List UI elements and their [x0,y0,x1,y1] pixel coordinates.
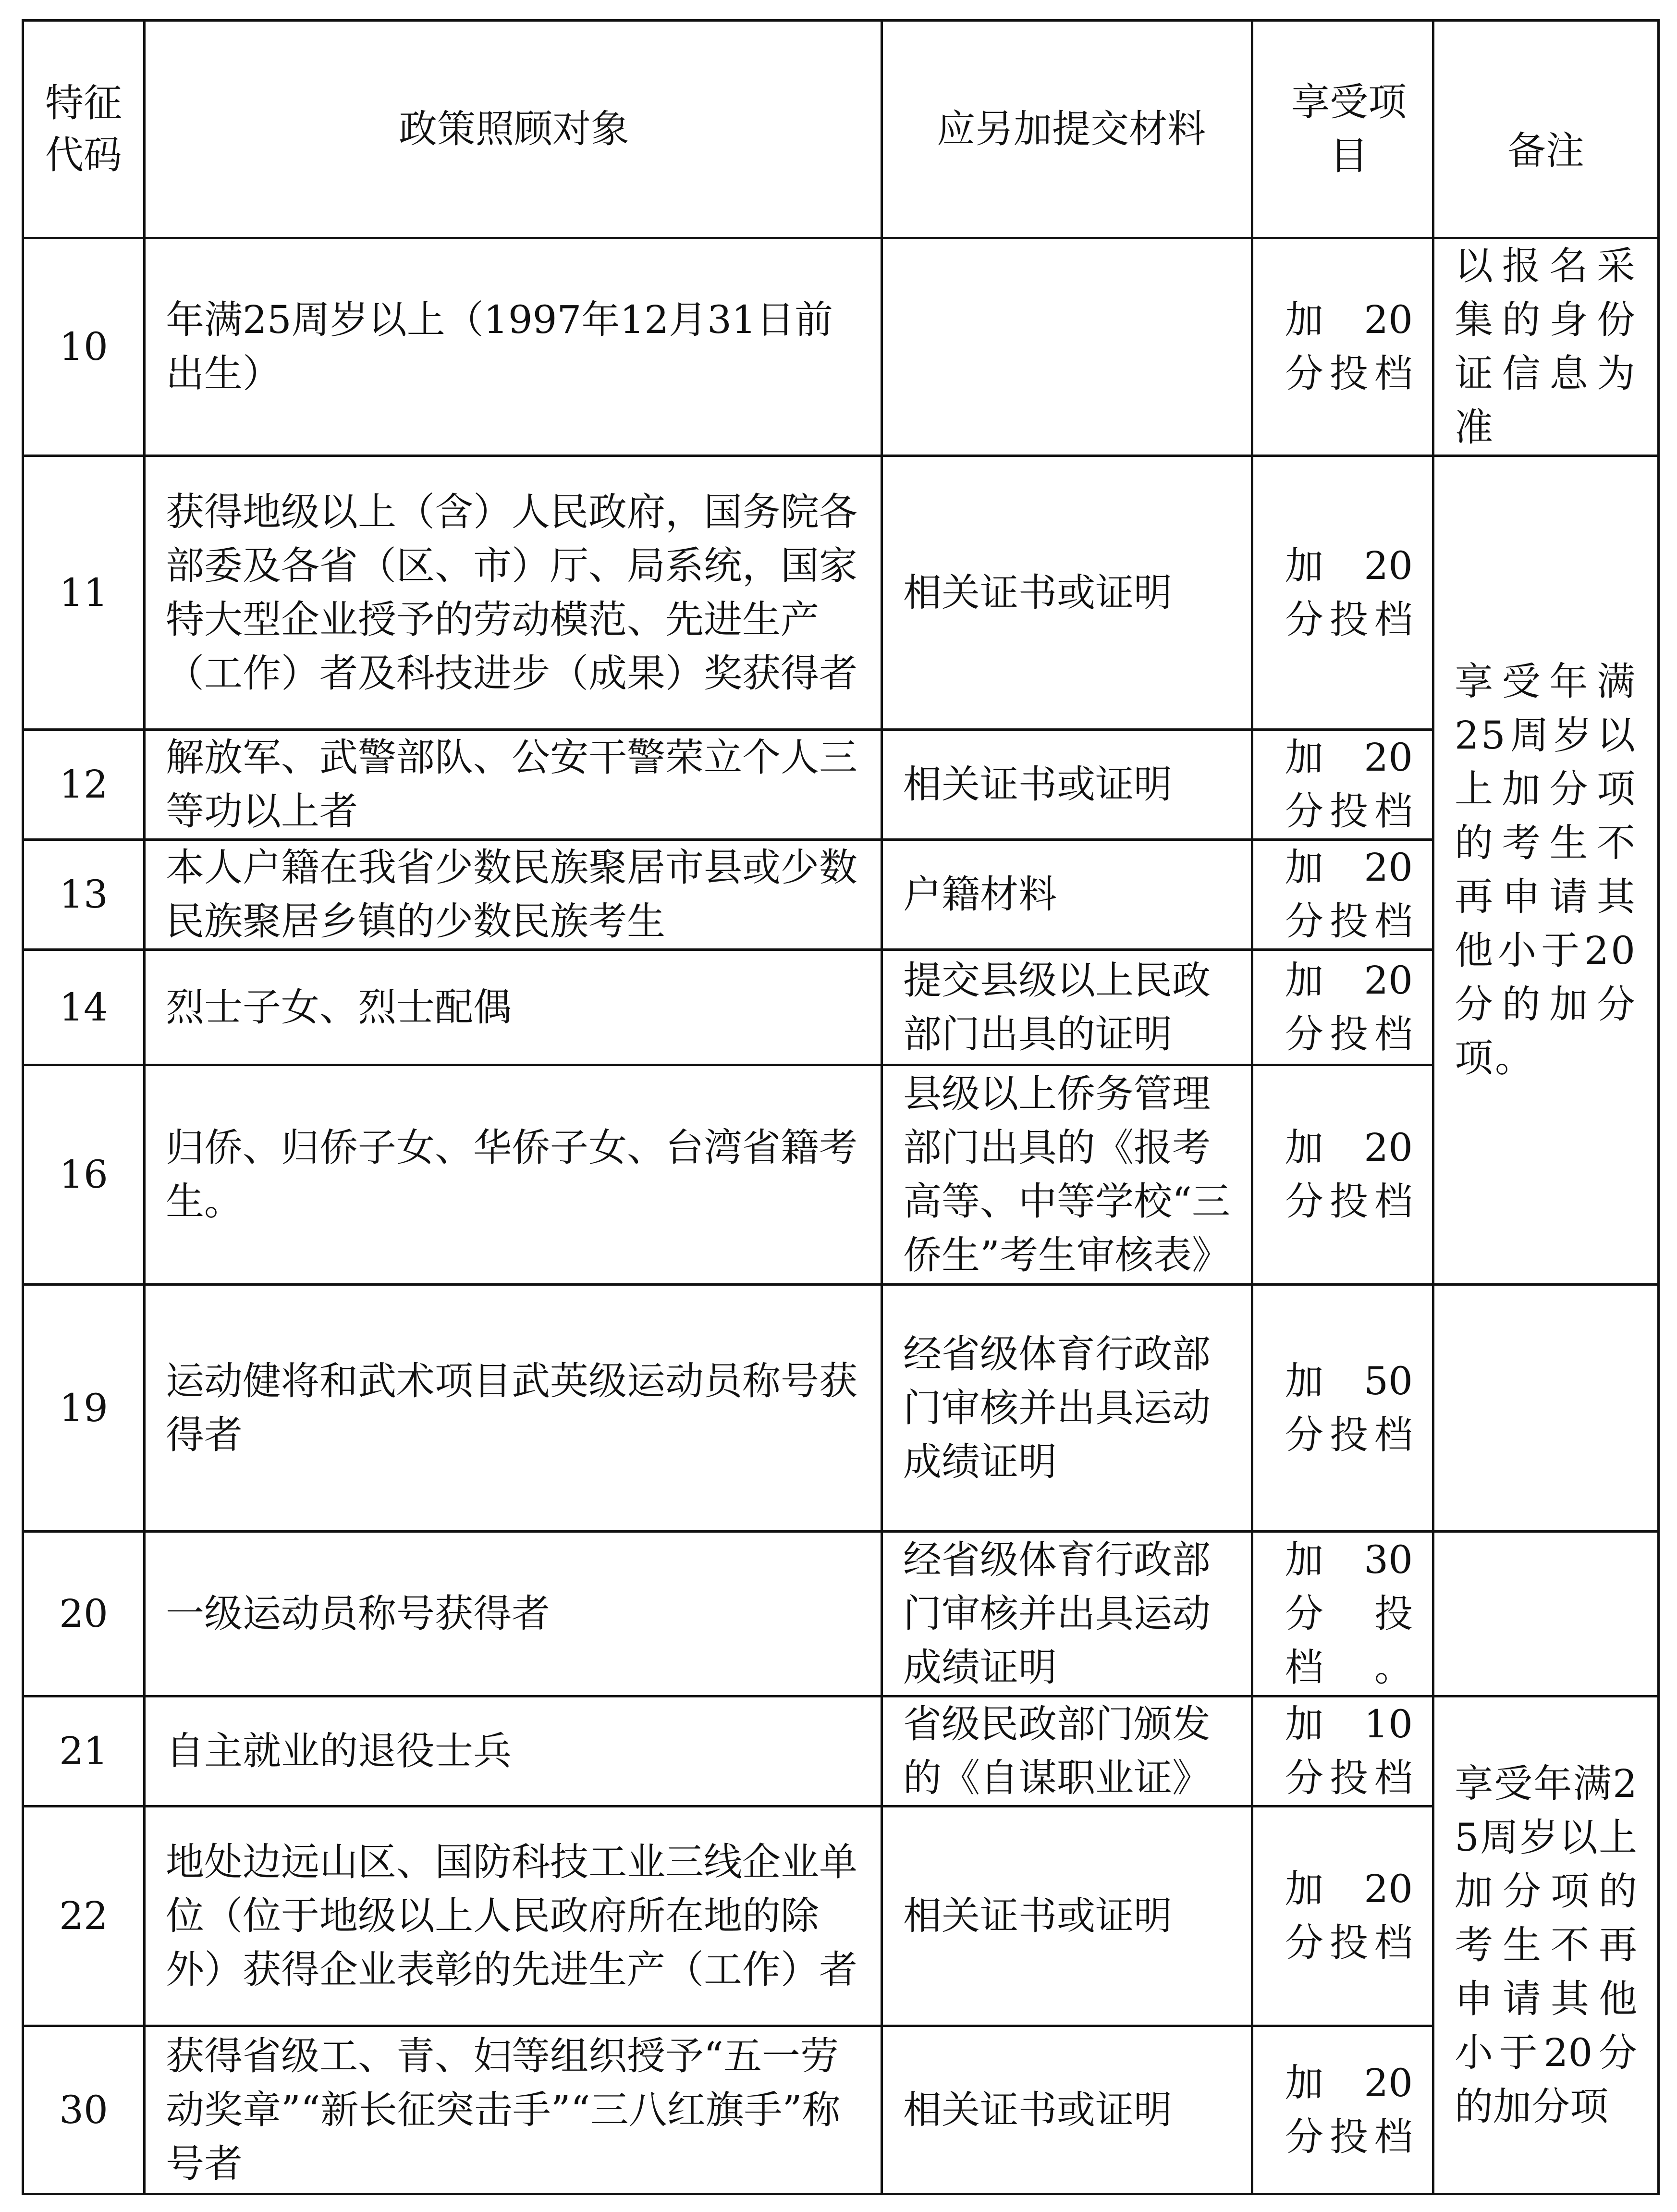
row-material: 相关证书或证明 [882,2026,1252,2194]
row-item: 加 30分 投档。 [1252,1532,1433,1696]
row-item: 加 20分投档 [1252,2026,1433,2194]
row-code: 19 [23,1285,145,1532]
row-target: 获得地级以上（含）人民政府，国务院各部委及各省（区、市）厅、局系统，国家特大型企业授予的劳动模范、先进生产（工作）者及科技进步（成果）奖获得者 [145,456,882,730]
row-note [1433,1532,1659,1696]
row-target: 运动健将和武术项目武英级运动员称号获得者 [145,1285,882,1532]
row-material: 经省级体育行政部门审核并出具运动成绩证明 [882,1532,1252,1696]
policy-document [22,19,1657,2191]
header-note: 备注 [1433,21,1659,238]
table-row [23,456,1659,730]
row-material [882,238,1252,456]
header-code: 特征代码 [23,21,145,238]
row-code: 22 [23,1806,145,2026]
row-item: 加 20分投档 [1252,730,1433,840]
row-item: 加 20分投档 [1252,840,1433,950]
row-target: 获得省级工、青、妇等组织授予“五一劳动奖章”“新长征突击手”“三八红旗手”称号者 [145,2026,882,2194]
table-row [23,1532,1659,1696]
row-item: 加 20分投档 [1252,238,1433,456]
table-row [23,2026,1659,2194]
row-note: 以报名采集的身份证信息为准 [1433,238,1659,456]
policy-table [22,19,1660,2195]
table-row [23,1285,1659,1532]
header-material: 应另加提交材料 [882,21,1252,238]
row-code: 11 [23,456,145,730]
row-item: 加 50分投档 [1252,1285,1433,1532]
header-target: 政策照顾对象 [145,21,882,238]
row-material: 县级以上侨务管理部门出具的《报考高等、中等学校“三侨生”考生审核表》 [882,1065,1252,1285]
row-target: 解放军、武警部队、公安干警荣立个人三等功以上者 [145,730,882,840]
row-target: 归侨、归侨子女、华侨子女、台湾省籍考生。 [145,1065,882,1285]
row-target: 地处边远山区、国防科技工业三线企业单位（位于地级以上人民政府所在地的除外）获得企业表彰的先进生产（工作）者 [145,1806,882,2026]
row-target: 自主就业的退役士兵 [145,1696,882,1806]
row-material: 经省级体育行政部门审核并出具运动成绩证明 [882,1285,1252,1532]
row-item: 加 10分投档 [1252,1696,1433,1806]
header-row [23,21,1659,238]
row-code: 21 [23,1696,145,1806]
row-target: 烈士子女、烈士配偶 [145,950,882,1065]
table-row [23,1696,1659,1806]
row-target: 一级运动员称号获得者 [145,1532,882,1696]
row-material: 相关证书或证明 [882,730,1252,840]
row-material: 提交县级以上民政部门出具的证明 [882,950,1252,1065]
header-item: 享受项目 [1252,21,1433,238]
row-code: 16 [23,1065,145,1285]
row-target: 本人户籍在我省少数民族聚居市县或少数民族聚居乡镇的少数民族考生 [145,840,882,950]
row-item: 加 20分投档 [1252,950,1433,1065]
row-code: 13 [23,840,145,950]
group-note-b: 享受年满25周岁以上加分项的考生不再申请其他小于20分的加分项 [1433,1696,1659,2194]
row-material: 相关证书或证明 [882,1806,1252,2026]
group-note-a: 享受年满25周岁以上加分项的考生不再申请其他小于20分的加分项。 [1433,456,1659,1285]
table-row [23,950,1659,1065]
row-code: 30 [23,2026,145,2194]
row-material: 户籍材料 [882,840,1252,950]
table-row [23,1065,1659,1285]
row-code: 20 [23,1532,145,1696]
row-note [1433,1285,1659,1532]
row-code: 14 [23,950,145,1065]
row-item: 加 20分投档 [1252,1065,1433,1285]
row-item: 加 20分投档 [1252,1806,1433,2026]
row-target: 年满25周岁以上（1997年12月31日前出生） [145,238,882,456]
row-code: 12 [23,730,145,840]
table-row [23,730,1659,840]
table-row [23,238,1659,456]
row-item: 加 20分投档 [1252,456,1433,730]
row-material: 省级民政部门颁发的《自谋职业证》 [882,1696,1252,1806]
row-code: 10 [23,238,145,456]
table-row [23,840,1659,950]
table-row [23,1806,1659,2026]
row-material: 相关证书或证明 [882,456,1252,730]
